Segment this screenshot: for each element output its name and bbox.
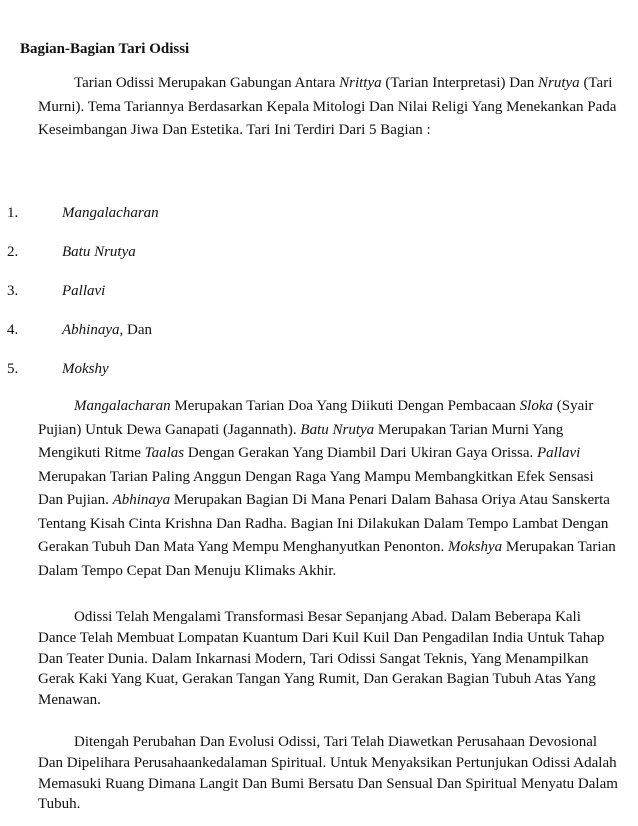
list-item-text: [62, 320, 152, 340]
text-run: (Tari Murni). Tema Tariannya Berdasarkan Kepala Mitologi Dan Nilai Religi Yang Menekankan Pada Keseimbangan Jiwa Dan Estetika. Tari Ini Terdiri Dari 5 Bagian :: [38, 75, 617, 138]
evolution-paragraph: [38, 732, 620, 815]
list-item: [0, 242, 638, 281]
text-run: , Dan: [119, 322, 152, 338]
list-item: [0, 281, 638, 320]
italic-term: Pallavi: [536, 445, 581, 461]
italic-term: Batu Nrutya: [62, 244, 136, 260]
list-item: [0, 203, 638, 242]
text-run: Merupakan Tarian Dalam Tempo Cepat Dan Menuju Klimaks Akhir.: [38, 539, 616, 579]
text-run: Merupakan Bagian Di Mana Penari Dalam Bahasa Oriya Atau Sanskerta Tentang Kisah Cinta Krishna Dan Radha. Bagian Ini Dilakukan Dalam Tempo Lambat Dengan Gerakan Tubuh Dan Mata Yang Mempu Menghanyutkan Penonton.: [38, 492, 610, 555]
list-item: [0, 320, 638, 359]
text-run: (Syair Pujian) Untuk Dewa Ganapati (Jagannath).: [38, 398, 594, 438]
italic-term: Batu Nrutya: [300, 421, 375, 438]
intro-paragraph: [38, 72, 620, 143]
italic-term: Sloka: [519, 398, 553, 414]
parts-description-paragraph: [38, 395, 620, 583]
text-run: Merupakan Tarian Murni Yang Mengikuti Ritme: [38, 421, 564, 461]
italic-term: Mangalacharan: [74, 398, 171, 414]
list-number: 2.: [7, 244, 19, 260]
italic-term: Nrutya: [538, 75, 580, 91]
text-run: Ditengah Perubahan Dan Evolusi Odissi, Tari Telah Diawetkan Perusahaan Devosional Dan Dipelihara Perusahaankedalaman Spiritual. Untuk Menyaksikan Pertunjukan Odissi Adalah Memasuki Ruang Dimana Langit Dan Bumi Bersatu Dan Sensual Dan Spiritual Menyatu Dalam Tubuh.: [38, 734, 618, 813]
italic-term: Nrittya: [339, 75, 382, 91]
italic-term: Pallavi: [62, 283, 106, 299]
italic-term: Mokshy: [62, 361, 109, 377]
text-run: Odissi Telah Mengalami Transformasi Besar Sepanjang Abad. Dalam Beberapa Kali Dance Telah Membuat Lompatan Kuantum Dari Kuil Kuil Dan Pengadilan India Untuk Tahap Dan Teater Dunia. Dalam Inkarnasi Modern, Tari Odissi Sangat Teknis, Yang Menampilkan Gerak Kaki Yang Kuat, Gerakan Tangan Yang Rumit, Dan Gerakan Bagian Tubuh Atas Yang Menawan.: [38, 609, 605, 709]
list-number: 1.: [7, 205, 19, 221]
italic-term: Mokshya: [447, 539, 503, 555]
text-run: Dengan Gerakan Yang Diambil Dari Ukiran Gaya Orissa.: [184, 445, 537, 461]
text-run: Merupakan Tarian Doa Yang Diikuti Dengan Pembacaan: [170, 398, 520, 414]
text-run: (Tarian Interpretasi) Dan: [381, 75, 539, 91]
section-title: Bagian-Bagian Tari Odissi: [20, 41, 190, 57]
list-number: 4.: [7, 322, 19, 338]
list-item: [0, 359, 638, 398]
italic-term: Abhinaya: [112, 492, 171, 508]
text-run: Merupakan Tarian Paling Anggun Dengan Raga Yang Mampu Membangkitkan Efek Sensasi Dan Pujian.: [38, 468, 594, 508]
list-item-text: [62, 359, 109, 379]
dance-parts-list: [0, 203, 638, 398]
text-run: Tarian Odissi Merupakan Gabungan Antara: [74, 75, 340, 91]
list-item-text: [62, 281, 105, 301]
transformation-paragraph: [38, 607, 620, 711]
list-number: 3.: [7, 283, 19, 299]
italic-term: Mangalacharan: [62, 205, 159, 221]
list-item-text: [62, 242, 136, 262]
list-number: 5.: [7, 361, 19, 377]
italic-term: Abhinaya: [62, 322, 120, 338]
list-item-text: [62, 203, 159, 223]
italic-term: Taalas: [144, 445, 185, 461]
